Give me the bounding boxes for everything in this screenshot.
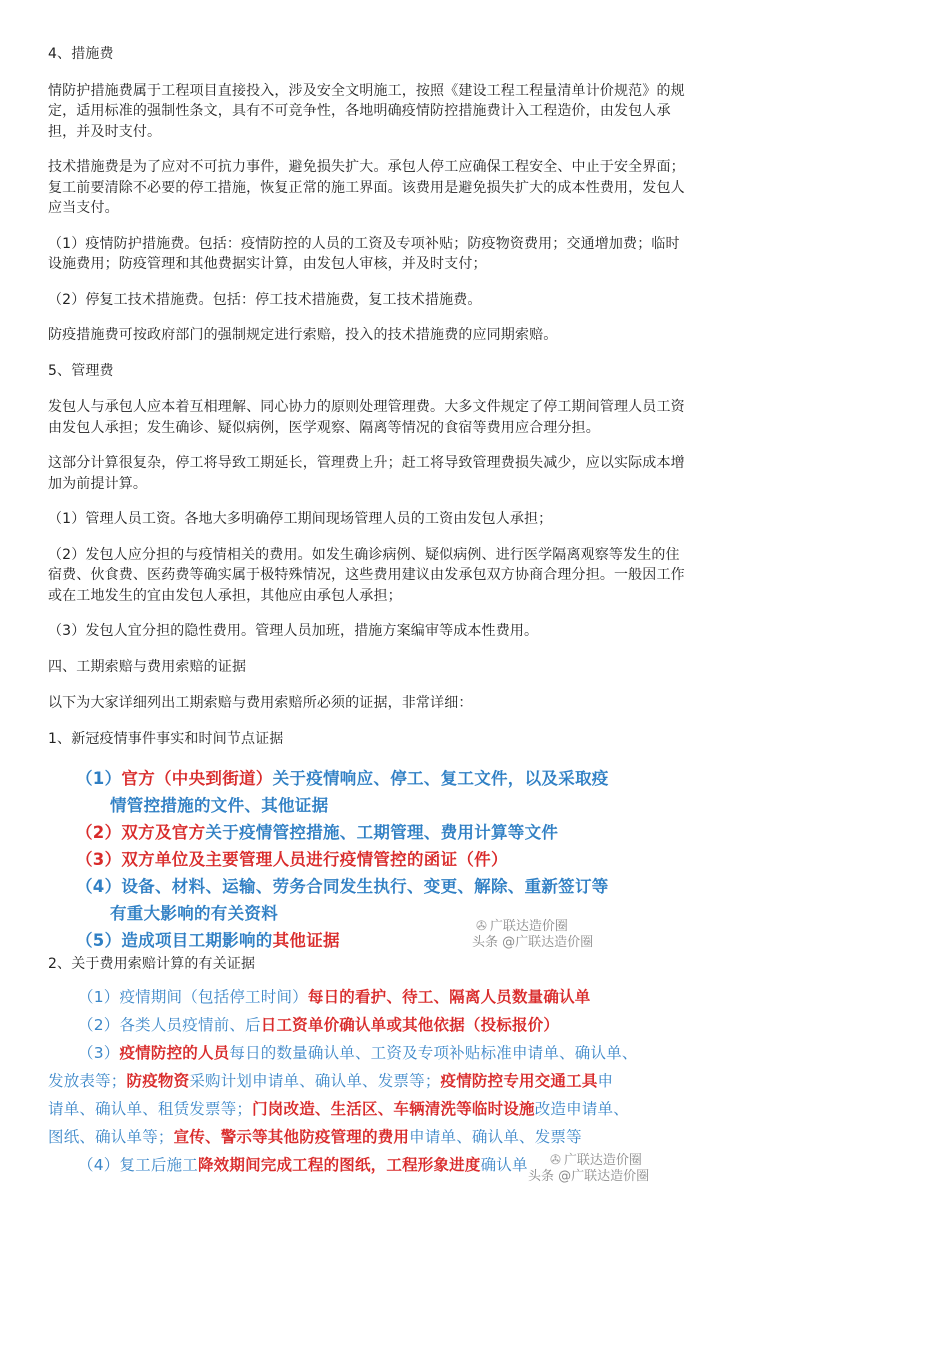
fee-evidence-segment: （4）复工后施工 (78, 1155, 198, 1174)
paragraph: （1）管理人员工资。各地大多明确停工期间现场管理人员的工资由发包人承担； (48, 511, 553, 527)
fee-evidence-line (78, 1041, 638, 1063)
evidence-segment: （2）双方及官方 (76, 823, 206, 842)
fee-evidence-line (78, 1013, 559, 1035)
fee-evidence-segment: 申请单、确认单、发票等 (409, 1127, 582, 1146)
evidence-line (110, 792, 328, 816)
evidence-image-1 (48, 765, 693, 950)
fee-evidence-segment: 图纸、确认单等； (48, 1127, 174, 1146)
evidence-line (76, 846, 508, 870)
evidence-segment: 情管控措施的文件、其他证据 (110, 796, 329, 815)
fee-evidence-line (48, 1125, 582, 1147)
paragraph: 情防护措施费属于工程项目直接投入，涉及安全文明施工，按照《建设工程工程量清单计价规范》的规定，适用标准的强制性条文，具有不可竞争性，各地明确疫情防控措施费计入工程造价，由发包人承担，并及时支付。 (48, 82, 685, 140)
watermark-top-2: ✇ 广联达造价圈 (550, 1152, 642, 1168)
paragraph: （2）停复工技术措施费。包括：停工技术措施费，复工技术措施费。 (48, 291, 482, 308)
section-heading-fee-evidence: 2、关于费用索赔计算的有关证据 (48, 956, 256, 972)
evidence-segment: 关于疫情管控措施、工期管理、费用计算等文件 (205, 823, 559, 842)
evidence-line (76, 819, 558, 843)
paragraph: 以下为大家详细列出工期索赔与费用索赔所必须的证据，非常详细： (48, 695, 473, 711)
fee-evidence-segment: 疫情防控专用交通工具 (440, 1071, 598, 1090)
fee-evidence-segment: 发放表等； (48, 1071, 127, 1090)
fee-evidence-segment: 疫情防控的人员 (119, 1043, 230, 1062)
evidence-image-2 (48, 985, 693, 1195)
paragraph: 技术措施费是为了应对不可抗力事件，避免损失扩大。承包人停工应确保工程安全、中止于安全界面；复工前要清除不必要的停工措施，恢复正常的施工界面。该费用是避免损失扩大的成本性费用，发包人应当支付。 (48, 159, 685, 216)
evidence-line (76, 765, 609, 789)
fee-evidence-segment: 确认单 (480, 1155, 528, 1174)
watermark-top: ✇ 广联达造价圈 (476, 919, 568, 934)
evidence-segment: （4）设备、材料、运输、劳务合同发生执行、变更、解除、重新签订等 (76, 877, 609, 896)
evidence-line (76, 927, 340, 951)
paragraph: 发包人与承包人应本着互相理解、同心协力的原则处理管理费。大多文件规定了停工期间管理人员工资由发包人承担；发生确诊、疑似病例，医学观察、隔离等情况的食宿等费用应合理分担。 (48, 399, 685, 436)
evidence-segment: 有重大影响的有关资料 (110, 904, 278, 923)
camera-icon: ✇ (476, 919, 487, 934)
paragraph: 这部分计算很复杂，停工将导致工期延长，管理费上升；赶工将导致管理费损失减少，应以实际成本增加为前提计算。 (48, 455, 685, 492)
evidence-segment: （5）造成项目工期影响的 (76, 931, 273, 950)
fee-evidence-line (48, 1097, 629, 1119)
section-heading: 1、新冠疫情事件事实和时间节点证据 (48, 730, 284, 747)
section-heading: 5、管理费 (48, 362, 114, 379)
fee-evidence-segment: 防疫物资 (126, 1071, 190, 1090)
document-body (48, 44, 693, 1195)
fee-evidence-line (78, 985, 590, 1007)
evidence-line (110, 900, 278, 924)
paragraph: 防疫措施费可按政府部门的强制规定进行索赔，投入的技术措施费的应同期索赔。 (48, 327, 558, 343)
camera-icon: ✇ (550, 1152, 561, 1168)
fee-evidence-segment: 采购计划申请单、确认单、发票等； (189, 1071, 441, 1090)
fee-evidence-segment: （1）疫情期间（包括停工时间） (78, 987, 308, 1006)
paragraph: （2）发包人应分担的与疫情相关的费用。如发生确诊病例、疑似病例、进行医学隔离观察等发生的住宿费、伙食费、医药费等确实属于极特殊情况，这些费用建议由发承包双方协商合理分担。一般因工作或在工地发生的宜由发包人承担，其他应由承包人承担； (48, 546, 685, 604)
evidence-segment: 关于疫情响应、停工、复工文件，以及采取疫 (272, 769, 609, 788)
fee-evidence-segment: 每日的数量确认单、工资及专项补贴标准申请单、确认单、 (229, 1043, 638, 1062)
fee-evidence-line (48, 1069, 613, 1091)
evidence-segment: （3）双方单位及主要管理人员进行疫情管控的函证（件） (76, 850, 508, 869)
fee-evidence-line (78, 1153, 528, 1175)
evidence-segment: 官方（中央到街道） (121, 769, 273, 788)
fee-evidence-segment: 降效期间完成工程的图纸，工程形象进度 (197, 1155, 481, 1174)
fee-evidence-segment: 每日的看护、待工、隔离人员数量确认单 (307, 987, 591, 1006)
fee-evidence-segment: 宣传、警示等其他防疫管理的费用 (173, 1127, 410, 1146)
fee-evidence-segment: （2）各类人员疫情前、后 (78, 1015, 261, 1034)
fee-evidence-segment: 请单、确认单、租赁发票等； (48, 1099, 253, 1118)
fee-evidence-segment: 门岗改造、生活区、车辆清洗等临时设施 (252, 1099, 535, 1118)
fee-evidence-segment: 申 (597, 1071, 614, 1090)
evidence-segment: 其他证据 (272, 931, 340, 950)
fee-evidence-segment: 改造申请单、 (534, 1099, 629, 1118)
section-heading: 4、措施费 (48, 46, 114, 62)
paragraph: （3）发包人宜分担的隐性费用。管理人员加班，措施方案编审等成本性费用。 (48, 623, 539, 639)
evidence-line (76, 873, 609, 897)
watermark-bottom: 头条 @广联达造价圈 (472, 935, 594, 950)
fee-evidence-segment: （3） (78, 1043, 120, 1062)
watermark-bottom-2: 头条 @广联达造价圈 (528, 1168, 650, 1184)
evidence-segment: （1） (76, 769, 122, 788)
paragraph: （1）疫情防护措施费。包括：疫情防控的人员的工资及专项补贴；防疫物资费用；交通增加费；临时设施费用；防疫管理和其他费据实计算，由发包人审核，并及时支付； (48, 235, 680, 272)
paragraph-list (48, 44, 693, 749)
section-heading: 四、工期索赔与费用索赔的证据 (48, 658, 247, 675)
fee-evidence-segment: 日工资单价确认单或其他依据（投标报价） (260, 1015, 560, 1034)
